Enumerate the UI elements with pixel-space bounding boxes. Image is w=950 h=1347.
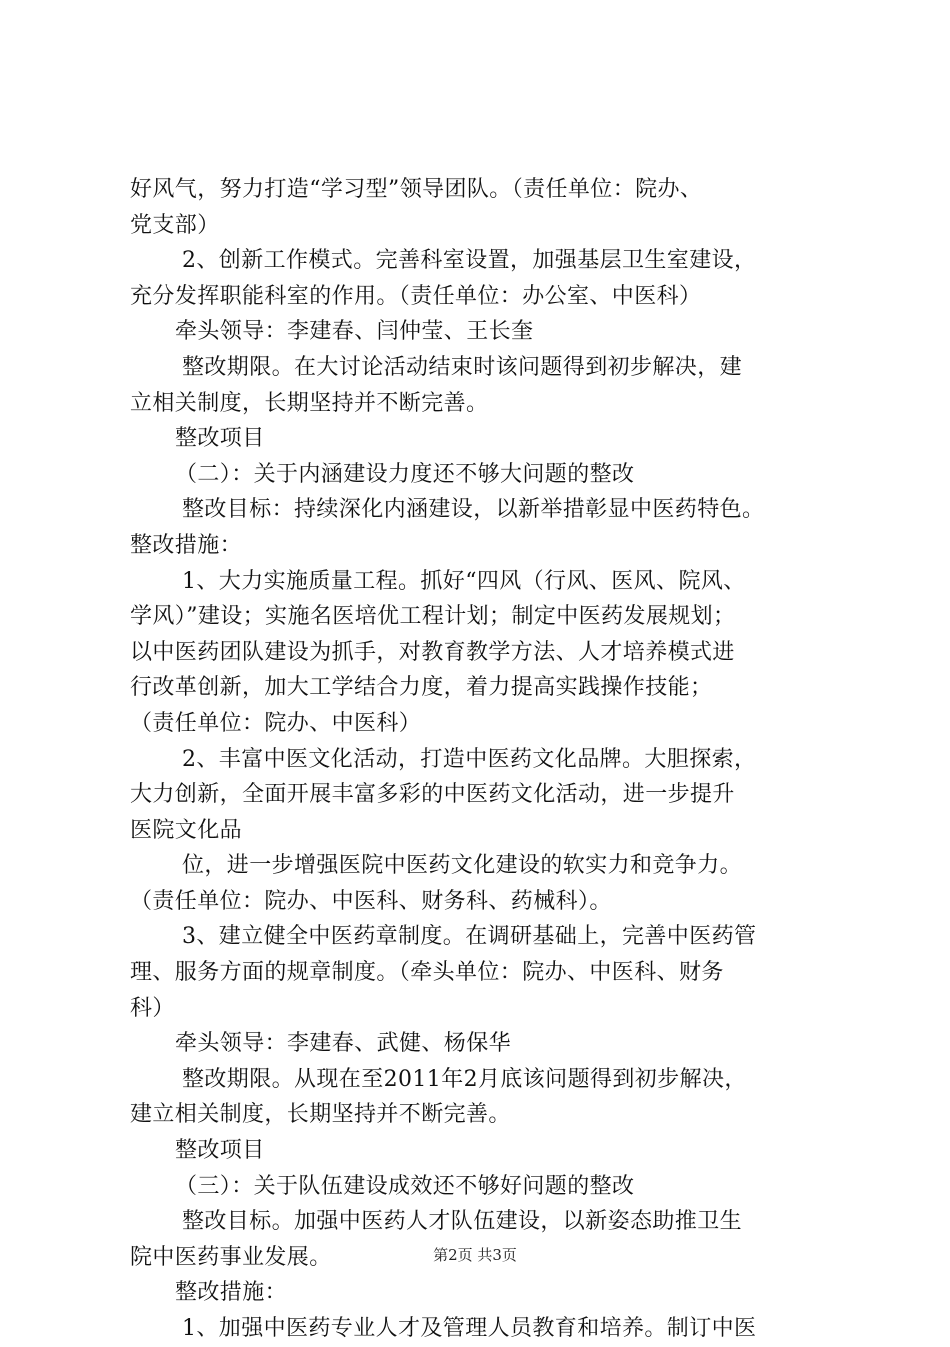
- text-line: 行改革创新，加大工学结合力度，着力提高实践操作技能；: [130, 675, 713, 701]
- page-footer: 第2页 共3页: [433, 1246, 517, 1264]
- text-line: （三）：关于队伍建设成效还不够好问题的整改: [175, 1173, 635, 1199]
- text-line: 1、加强中医药专业人才及管理人员教育和培养。制订中医: [182, 1316, 757, 1341]
- text-line: 牵头领导：李建春、闫仲莹、王长奎: [175, 319, 534, 345]
- text-line: 院中医药事业发展。: [130, 1244, 332, 1270]
- text-line: 建立相关制度，长期坚持并不断完善。: [130, 1102, 511, 1128]
- text-line: 3、建立健全中医药章制度。在调研基础上，完善中医药管: [182, 924, 757, 950]
- text-line: 好风气，努力打造“学习型”领导团队。（责任单位：院办、: [130, 177, 703, 202]
- text-line: 党支部）: [130, 212, 220, 238]
- text-line: 整改期限。在大讨论活动结束时该问题得到初步解决，建: [182, 354, 743, 380]
- text-line: 整改目标。加强中医药人才队伍建设，以新姿态助推卫生: [182, 1209, 743, 1235]
- text-line: 2、丰富中医文化活动，打造中医药文化品牌。大胆探索，: [182, 746, 757, 772]
- text-line: 大力创新，全面开展丰富多彩的中医药文化活动，进一步提升: [130, 782, 735, 808]
- text-line: 充分发挥职能科室的作用。（责任单位：办公室、中医科）: [130, 283, 702, 309]
- text-line: 科）: [130, 995, 175, 1021]
- text-line: （责任单位：院办、中医科）: [130, 710, 422, 736]
- document-body: [130, 172, 850, 1347]
- text-line: 医院文化品: [130, 817, 243, 843]
- text-line: （责任单位：院办、中医科、财务科、药械科）。: [130, 888, 612, 914]
- text-line: （二）：关于内涵建设力度还不够大问题的整改: [175, 461, 635, 487]
- text-line: 立相关制度，长期坚持并不断完善。: [130, 390, 489, 416]
- text-line: 理、服务方面的规章制度。（牵头单位：院办、中医科、财务: [130, 960, 724, 986]
- text-line: 牵头领导：李建春、武健、杨保华: [175, 1031, 512, 1057]
- text-line: 整改措施：: [130, 532, 243, 558]
- text-line: 整改项目: [175, 426, 265, 452]
- text-line: 2、创新工作模式。完善科室设置，加强基层卫生室建设，: [182, 248, 757, 274]
- text-line: 整改措施：: [175, 1280, 288, 1306]
- text-line: 1、大力实施质量工程。抓好“四风（行风、医风、院风、: [182, 568, 746, 594]
- text-line: 整改项目: [175, 1138, 265, 1164]
- text-line: 整改目标：持续深化内涵建设，以新举措彰显中医药特色。: [182, 497, 765, 523]
- text-line: 以中医药团队建设为抓手，对教育教学方法、人才培养模式进: [130, 639, 735, 665]
- text-line: 学风）”建设；实施名医培优工程计划；制定中医药发展规划；: [130, 604, 736, 630]
- text-line: 位，进一步增强医院中医药文化建设的软实力和竞争力。: [182, 853, 743, 879]
- text-line: 整改期限。从现在至2011年2月底该问题得到初步解决，: [182, 1066, 747, 1092]
